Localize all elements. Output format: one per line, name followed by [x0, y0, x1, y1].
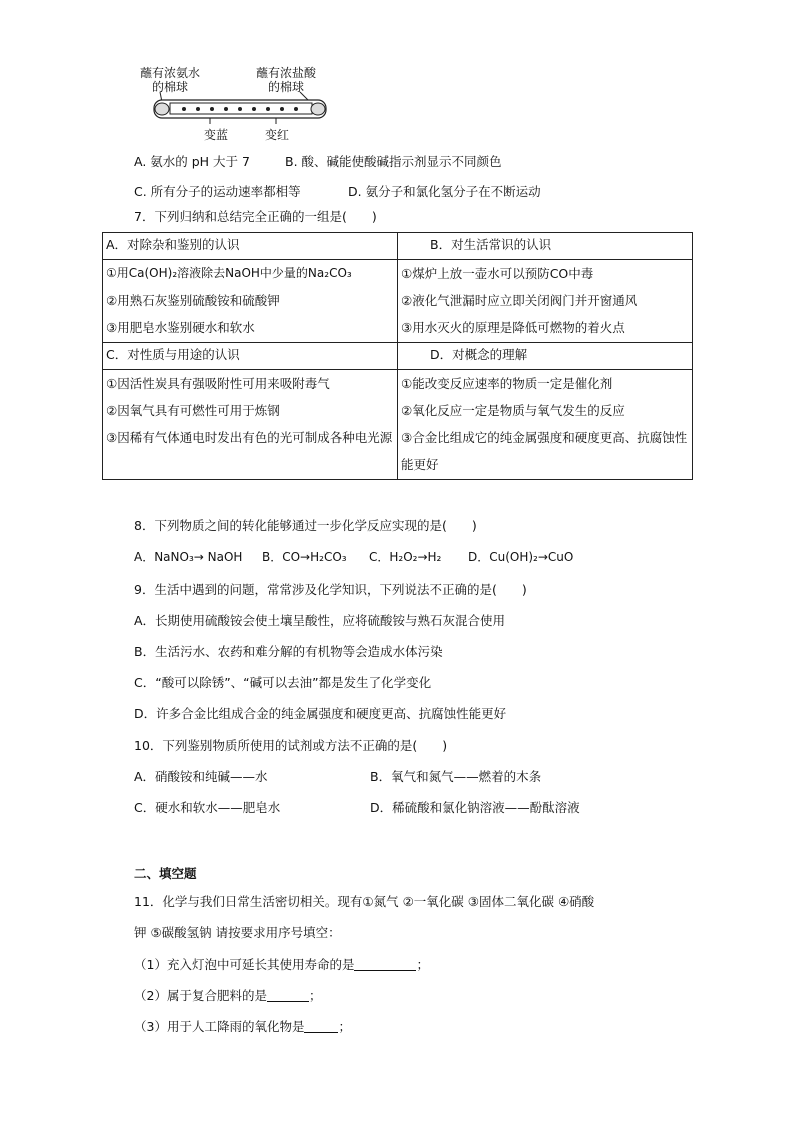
- q7-d-item-3: ③合金比组成它的纯金属强度和硬度更高、抗腐蚀性能更好: [401, 429, 688, 472]
- q11-sub3-semicolon: ；: [338, 1019, 351, 1034]
- q11-sub1-semicolon: ；: [416, 957, 429, 972]
- q8-option-d: D．Cu(OH)₂→CuO: [468, 550, 574, 564]
- q7-a-item-1: ①用Ca(OH)₂溶液除去NaOH中少量的Na₂CO₃: [106, 266, 352, 280]
- q7-c-header: C．对性质与用途的认识: [103, 342, 398, 369]
- q10-option-a: A．硝酸铵和纯碱——水: [134, 769, 268, 784]
- q6-option-c: C. 所有分子的运动速率都相等: [134, 184, 301, 199]
- q7-c-item-3: ③因稀有气体通电时发出有色的光可制成各种电光源: [106, 429, 393, 445]
- q7-b-items: [398, 260, 693, 343]
- q10-option-b: B．氧气和氮气——燃着的木条: [370, 769, 542, 784]
- q8-option-b: B．CO→H₂CO₃: [262, 550, 347, 564]
- q11-stem-line1: 11．化学与我们日常生活密切相关。现有①氮气 ②一氧化碳 ③固体二氧化碳 ④硝酸: [134, 894, 595, 909]
- q11-sub1-row: [134, 955, 429, 973]
- q10-option-d: D．稀硫酸和氯化钠溶液——酚酞溶液: [370, 800, 580, 815]
- q7-b-item-3: ③用水灭火的原理是降低可燃物的着火点: [401, 320, 625, 335]
- q7-d-items: [398, 369, 693, 479]
- q7-a-item-2: ②用熟石灰鉴别硫酸铵和硫酸钾: [106, 293, 280, 308]
- q11-sub3-text: （3）用于人工降雨的氧化物是: [134, 1019, 305, 1034]
- figure-label-right-2: 的棉球: [268, 80, 305, 94]
- figure-label-right-1: 蘸有浓盐酸: [256, 66, 317, 80]
- figure-label-left-1: 蘸有浓氨水: [140, 66, 201, 80]
- q7-options-table: [102, 232, 693, 480]
- q9-option-d: D．许多合金比组成合金的纯金属强度和硬度更高、抗腐蚀性能更好: [134, 706, 507, 721]
- figure-label-blue: 变蓝: [204, 128, 229, 142]
- q8-option-c: C．H₂O₂→H₂: [369, 550, 442, 564]
- q11-sub2-text: （2）属于复合肥料的是: [134, 988, 267, 1003]
- q7-a-items: [103, 260, 398, 343]
- q11-sub2-row: [134, 986, 321, 1004]
- q6-option-d: D. 氨分子和氯化氢分子在不断运动: [348, 184, 541, 199]
- q7-d-header: D．对概念的理解: [398, 342, 693, 369]
- figure-label-left-2: 的棉球: [152, 80, 189, 94]
- section-heading: 二、填空题: [134, 866, 197, 881]
- q11-sub1-blank[interactable]: [354, 957, 416, 971]
- q7-c-item-2: ②因氧气具有可燃性可用于炼钢: [106, 402, 280, 418]
- q11-sub3-row: [134, 1017, 351, 1035]
- q11-sub2-blank[interactable]: [267, 988, 309, 1002]
- q11-sub3-blank[interactable]: [304, 1019, 338, 1033]
- q7-b-item-1: ①煤炉上放一壶水可以预防CO中毒: [401, 266, 594, 281]
- q9-stem: 9．生活中遇到的问题，常常涉及化学知识，下列说法不正确的是( ): [134, 582, 527, 597]
- q8-stem: 8．下列物质之间的转化能够通过一步化学反应实现的是( ): [134, 518, 477, 533]
- q9-option-c: C．“酸可以除锈”、“碱可以去油”都是发生了化学变化: [134, 675, 432, 690]
- q9-option-b: B．生活污水、农药和难分解的有机物等会造成水体污染: [134, 644, 443, 659]
- q7-b-header: B．对生活常识的认识: [398, 233, 693, 260]
- q11-stem-line2: 钾 ⑤碳酸氢钠 请按要求用序号填空：: [134, 925, 341, 940]
- q7-c-item-1: ①因活性炭具有强吸附性可用来吸附毒气: [106, 375, 330, 391]
- q6-option-a: A. 氨水的 pH 大于 7: [134, 154, 250, 169]
- q10-stem: 10．下列鉴别物质所使用的试剂或方法不正确的是( ): [134, 738, 448, 753]
- q9-option-a: A．长期使用硫酸铵会使土壤呈酸性，应将硫酸铵与熟石灰混合使用: [134, 613, 506, 628]
- q7-d-item-2: ②氧化反应一定是物质与氧气发生的反应: [401, 402, 625, 418]
- q11-sub1-text: （1）充入灯泡中可延长其使用寿命的是: [134, 957, 355, 972]
- q6-option-b: B. 酸、碱能使酸碱指示剂显示不同颜色: [285, 154, 502, 169]
- q7-b-item-2: ②液化气泄漏时应立即关闭阀门并开窗通风: [401, 293, 638, 308]
- q7-stem: 7．下列归纳和总结完全正确的一组是( ): [134, 209, 377, 224]
- q8-option-a: A．NaNO₃→ NaOH: [134, 550, 243, 564]
- figure-label-red: 变红: [265, 128, 290, 142]
- q7-a-header: A．对除杂和鉴别的认识: [103, 233, 398, 260]
- q10-option-c: C．硬水和软水——肥皂水: [134, 800, 281, 815]
- q7-a-item-3: ③用肥皂水鉴别硬水和软水: [106, 320, 255, 335]
- glass-tube-diagram: [140, 90, 340, 130]
- q7-c-items: [103, 369, 398, 479]
- q11-sub2-semicolon: ；: [308, 988, 322, 1003]
- q7-d-item-1: ①能改变反应速率的物质一定是催化剂: [401, 375, 613, 391]
